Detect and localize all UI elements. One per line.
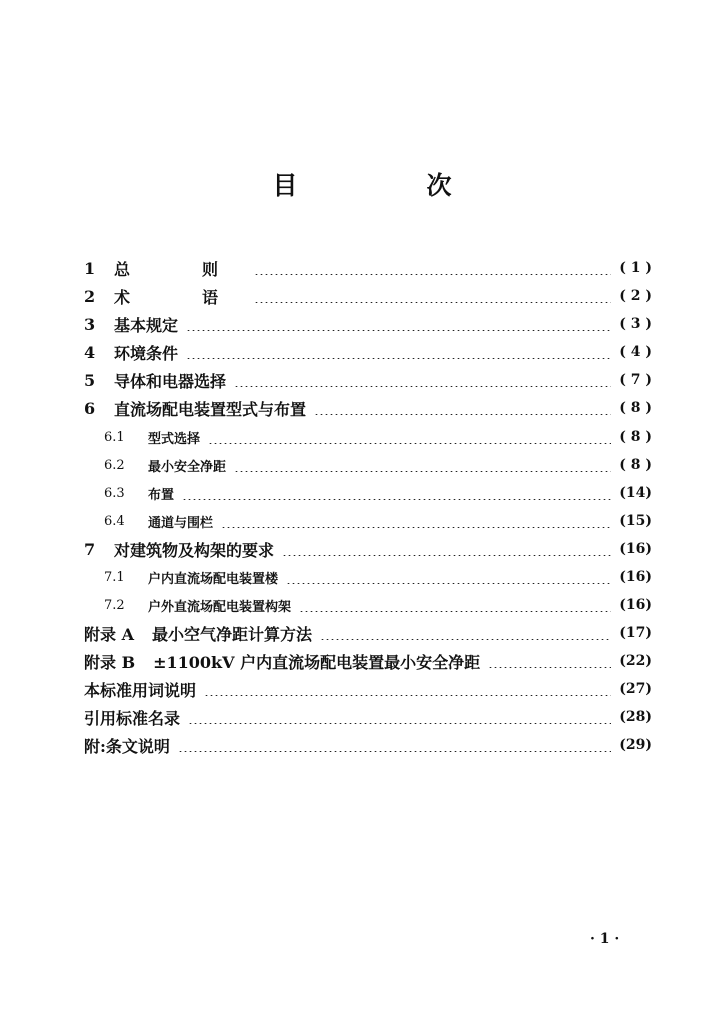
toc-entry[interactable] (84, 620, 652, 646)
toc-label: 对建筑物及构架的要求 (114, 540, 275, 560)
toc-number: 6.1 (104, 429, 125, 445)
toc-entry[interactable] (84, 732, 652, 758)
toc-page: ( 3 ) (619, 316, 652, 332)
toc-number: 附录 B (84, 652, 136, 672)
toc-entry[interactable] (84, 283, 652, 309)
dot-leader (208, 430, 611, 444)
dot-leader (488, 654, 611, 668)
page-number: · 1 · (590, 931, 620, 947)
toc-label: ±1100kV 户内直流场配电装置最小安全净距 (153, 652, 481, 672)
toc-number: 6.4 (104, 513, 125, 529)
toc-number: 7.2 (104, 597, 125, 613)
dot-leader (186, 345, 611, 359)
toc-label: 布置 (148, 487, 175, 503)
toc-label: 环境条件 (114, 343, 179, 363)
toc-page: (17) (619, 625, 652, 641)
toc-entry[interactable] (84, 395, 652, 421)
toc-page: ( 8 ) (619, 429, 652, 445)
toc-label: 基本规定 (114, 315, 179, 335)
toc-number: 6.3 (104, 485, 125, 501)
toc-page: (28) (619, 709, 652, 725)
dot-leader (221, 514, 611, 528)
toc-page: (16) (619, 569, 652, 585)
dot-leader (320, 626, 611, 640)
toc-page: (14) (619, 485, 652, 501)
toc-entry[interactable] (84, 648, 652, 674)
toc-label: 附:条文说明 (84, 736, 170, 756)
toc-page: ( 4 ) (619, 344, 652, 360)
toc-label: 直流场配电装置型式与布置 (114, 399, 307, 419)
toc-entry[interactable] (84, 676, 652, 702)
toc-number: 6 (84, 398, 96, 418)
toc-subentry[interactable] (104, 508, 652, 534)
toc-label: 通道与围栏 (148, 515, 214, 531)
toc-number: 7 (84, 539, 96, 559)
dot-leader (254, 289, 611, 303)
toc-number: 2 (84, 286, 96, 306)
toc-label: 总 则 (114, 259, 247, 279)
toc-subentry[interactable] (104, 592, 652, 618)
toc-entry[interactable] (84, 255, 652, 281)
toc-page: ( 8 ) (619, 457, 652, 473)
dot-leader (282, 542, 611, 556)
dot-leader (286, 570, 611, 584)
toc-entry[interactable] (84, 704, 652, 730)
toc-subentry[interactable] (104, 424, 652, 450)
toc-number: 5 (84, 370, 96, 390)
toc-page: ( 7 ) (619, 372, 652, 388)
toc-number: 7.1 (104, 569, 125, 585)
toc-page: (22) (619, 653, 652, 669)
dot-leader (234, 373, 611, 387)
toc-label: 户外直流场配电装置构架 (148, 599, 292, 615)
toc-page: (15) (619, 513, 652, 529)
toc-subentry[interactable] (104, 564, 652, 590)
toc-page: (27) (619, 681, 652, 697)
dot-leader (204, 682, 611, 696)
toc-label: 本标准用词说明 (84, 680, 197, 700)
toc-label: 型式选择 (148, 431, 201, 447)
toc-label: 最小安全净距 (148, 459, 227, 475)
toc-label: 引用标准名录 (84, 708, 181, 728)
toc-entry[interactable] (84, 536, 652, 562)
toc-number: 6.2 (104, 457, 125, 473)
toc-subentry[interactable] (104, 452, 652, 478)
dot-leader (234, 458, 611, 472)
dot-leader (254, 261, 611, 275)
toc-number: 附录 A (84, 624, 134, 644)
toc-number: 3 (84, 314, 96, 334)
dot-leader (182, 486, 611, 500)
toc-label: 户内直流场配电装置楼 (148, 571, 279, 587)
toc-entry[interactable] (84, 311, 652, 337)
page-title: 目 次 (272, 171, 504, 200)
dot-leader (299, 598, 611, 612)
dot-leader (178, 738, 611, 752)
toc-entry[interactable] (84, 367, 652, 393)
toc-page: ( 8 ) (619, 400, 652, 416)
dot-leader (314, 401, 611, 415)
dot-leader (188, 710, 611, 724)
toc-entry[interactable] (84, 339, 652, 365)
toc-subentry[interactable] (104, 480, 652, 506)
toc-number: 4 (84, 342, 96, 362)
toc-label: 导体和电器选择 (114, 371, 227, 391)
toc-page: (16) (619, 541, 652, 557)
toc-number: 1 (84, 258, 96, 278)
toc-page: ( 1 ) (619, 260, 652, 276)
toc-page: (29) (619, 737, 652, 753)
toc-label: 最小空气净距计算方法 (152, 624, 313, 644)
toc-page: ( 2 ) (619, 288, 652, 304)
dot-leader (186, 317, 611, 331)
toc-label: 术 语 (114, 287, 247, 307)
toc-page: (16) (619, 597, 652, 613)
